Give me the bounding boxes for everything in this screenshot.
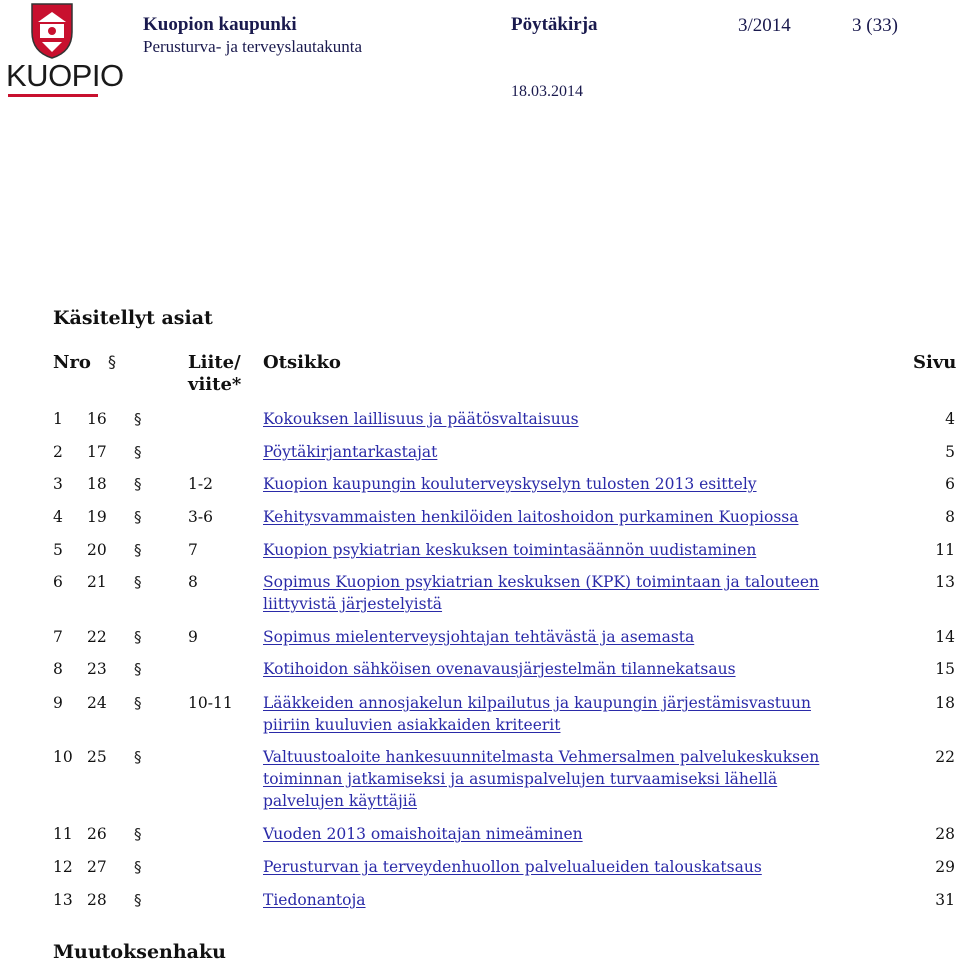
page-number: 15 bbox=[935, 660, 955, 678]
agenda-item-title bbox=[263, 626, 853, 648]
paragraph-number: 17 bbox=[87, 443, 107, 461]
agenda-item-title bbox=[263, 658, 853, 680]
agenda-item-title bbox=[263, 856, 853, 878]
row-number: 13 bbox=[53, 891, 73, 909]
page-number: 29 bbox=[935, 858, 955, 876]
row-number: 6 bbox=[53, 573, 63, 591]
organization-name: Kuopion kaupunki bbox=[143, 14, 297, 35]
agenda-item-title bbox=[263, 746, 853, 812]
logo-text: KUOPIO bbox=[6, 58, 124, 93]
agenda-item-link[interactable]: Lääkkeiden annosjakelun kilpailutus ja kaupungin järjestämisvastuun piiriin kuuluvien asiakkaiden kriteerit bbox=[263, 694, 811, 734]
paragraph-sign-icon: § bbox=[134, 825, 142, 843]
agenda-item-link[interactable]: Valtuustoaloite hankesuunnitelmasta Vehmersalmen palvelukeskuksen toiminnan jatkamiseksi ja asumispalvelujen turvaamiseksi lähellä palvelujen käyttäjiä bbox=[263, 748, 820, 810]
paragraph-sign-icon: § bbox=[134, 748, 142, 766]
paragraph-sign-icon: § bbox=[134, 508, 142, 526]
row-number: 10 bbox=[53, 748, 73, 766]
paragraph-sign-icon: § bbox=[108, 352, 116, 371]
paragraph-number: 22 bbox=[87, 628, 107, 646]
page-number: 11 bbox=[935, 541, 955, 559]
agenda-item-link[interactable]: Sopimus Kuopion psykiatrian keskuksen (KPK) toimintaan ja talouteen liittyvistä järjestelyistä bbox=[263, 573, 820, 613]
row-number: 4 bbox=[53, 508, 63, 526]
appeal-section-title: Muutoksenhaku bbox=[53, 941, 226, 963]
paragraph-sign-icon: § bbox=[134, 541, 142, 559]
column-header-liite: Liite/ viite* bbox=[188, 352, 242, 395]
page-number: 28 bbox=[935, 825, 955, 843]
document-date: 18.03.2014 bbox=[511, 83, 583, 100]
row-number: 1 bbox=[53, 410, 63, 428]
paragraph-sign-icon: § bbox=[134, 660, 142, 678]
paragraph-sign-icon: § bbox=[134, 410, 142, 428]
department-name: Perusturva- ja terveyslautakunta bbox=[143, 37, 363, 56]
paragraph-sign-icon: § bbox=[134, 858, 142, 876]
attachment-ref: 3-6 bbox=[188, 508, 213, 526]
page-number: 8 bbox=[945, 508, 955, 526]
agenda-item-link[interactable]: Sopimus mielenterveysjohtajan tehtävästä ja asemasta bbox=[263, 628, 695, 646]
page-number: 6 bbox=[945, 475, 955, 493]
row-number: 11 bbox=[53, 825, 73, 843]
page-number: 13 bbox=[935, 573, 955, 591]
agenda-item-link[interactable]: Kehitysvammaisten henkilöiden laitoshoidon purkaminen Kuopiossa bbox=[263, 508, 799, 526]
paragraph-number: 21 bbox=[87, 573, 107, 591]
agenda-item-title bbox=[263, 441, 853, 463]
row-number: 9 bbox=[53, 694, 63, 712]
agenda-item-link[interactable]: Perusturvan ja terveydenhuollon palvelualueiden talouskatsaus bbox=[263, 858, 762, 876]
row-number: 2 bbox=[53, 443, 63, 461]
agenda-item-title bbox=[263, 473, 853, 495]
document-type: Pöytäkirja bbox=[511, 14, 598, 35]
agenda-item-title bbox=[263, 539, 853, 561]
paragraph-number: 18 bbox=[87, 475, 107, 493]
agenda-item-link[interactable]: Kokouksen laillisuus ja päätösvaltaisuus bbox=[263, 410, 579, 428]
section-title: Käsitellyt asiat bbox=[53, 307, 213, 329]
agenda-item-title bbox=[263, 408, 853, 430]
attachment-ref: 10-11 bbox=[188, 694, 233, 712]
agenda-item-link[interactable]: Kuopion kaupungin kouluterveyskyselyn tulosten 2013 esittely bbox=[263, 475, 757, 493]
kuopio-logo bbox=[2, 2, 124, 98]
paragraph-sign-icon: § bbox=[134, 891, 142, 909]
page-counter: 3 (33) bbox=[852, 15, 898, 36]
paragraph-number: 20 bbox=[87, 541, 107, 559]
agenda-item-title bbox=[263, 823, 853, 845]
agenda-item-link[interactable]: Tiedonantoja bbox=[263, 891, 366, 909]
page-number: 5 bbox=[945, 443, 955, 461]
paragraph-number: 19 bbox=[87, 508, 107, 526]
page-number: 18 bbox=[935, 694, 955, 712]
page-number: 14 bbox=[935, 628, 955, 646]
paragraph-number: 25 bbox=[87, 748, 107, 766]
column-header-otsikko: Otsikko bbox=[263, 352, 341, 373]
logo-underline bbox=[8, 94, 98, 97]
paragraph-sign-icon: § bbox=[134, 475, 142, 493]
paragraph-sign-icon: § bbox=[134, 443, 142, 461]
paragraph-number: 23 bbox=[87, 660, 107, 678]
attachment-ref: 8 bbox=[188, 573, 198, 591]
paragraph-sign-icon: § bbox=[134, 628, 142, 646]
column-header-sivu: Sivu bbox=[913, 352, 957, 373]
page-number: 31 bbox=[935, 891, 955, 909]
page-number: 4 bbox=[945, 410, 955, 428]
attachment-ref: 9 bbox=[188, 628, 198, 646]
paragraph-number: 16 bbox=[87, 410, 107, 428]
agenda-item-title bbox=[263, 571, 853, 615]
page-number: 22 bbox=[935, 748, 955, 766]
agenda-item-link[interactable]: Pöytäkirjantarkastajat bbox=[263, 443, 438, 461]
paragraph-number: 27 bbox=[87, 858, 107, 876]
row-number: 5 bbox=[53, 541, 63, 559]
row-number: 12 bbox=[53, 858, 73, 876]
row-number: 7 bbox=[53, 628, 63, 646]
attachment-ref: 7 bbox=[188, 541, 198, 559]
coat-of-arms-icon bbox=[22, 2, 82, 60]
agenda-item-title bbox=[263, 889, 853, 911]
agenda-item-link[interactable]: Kotihoidon sähköisen ovenavausjärjestelmän tilannekatsaus bbox=[263, 660, 736, 678]
paragraph-sign-icon: § bbox=[134, 694, 142, 712]
agenda-item-title bbox=[263, 506, 853, 528]
agenda-item-link[interactable]: Kuopion psykiatrian keskuksen toimintasäännön uudistaminen bbox=[263, 541, 757, 559]
agenda-item-link[interactable]: Vuoden 2013 omaishoitajan nimeäminen bbox=[263, 825, 583, 843]
column-header-nro: Nro bbox=[53, 352, 91, 373]
paragraph-number: 24 bbox=[87, 694, 107, 712]
row-number: 3 bbox=[53, 475, 63, 493]
row-number: 8 bbox=[53, 660, 63, 678]
document-number: 3/2014 bbox=[738, 15, 791, 36]
paragraph-number: 28 bbox=[87, 891, 107, 909]
agenda-item-title bbox=[263, 692, 853, 736]
attachment-ref: 1-2 bbox=[188, 475, 213, 493]
paragraph-number: 26 bbox=[87, 825, 107, 843]
paragraph-sign-icon: § bbox=[134, 573, 142, 591]
